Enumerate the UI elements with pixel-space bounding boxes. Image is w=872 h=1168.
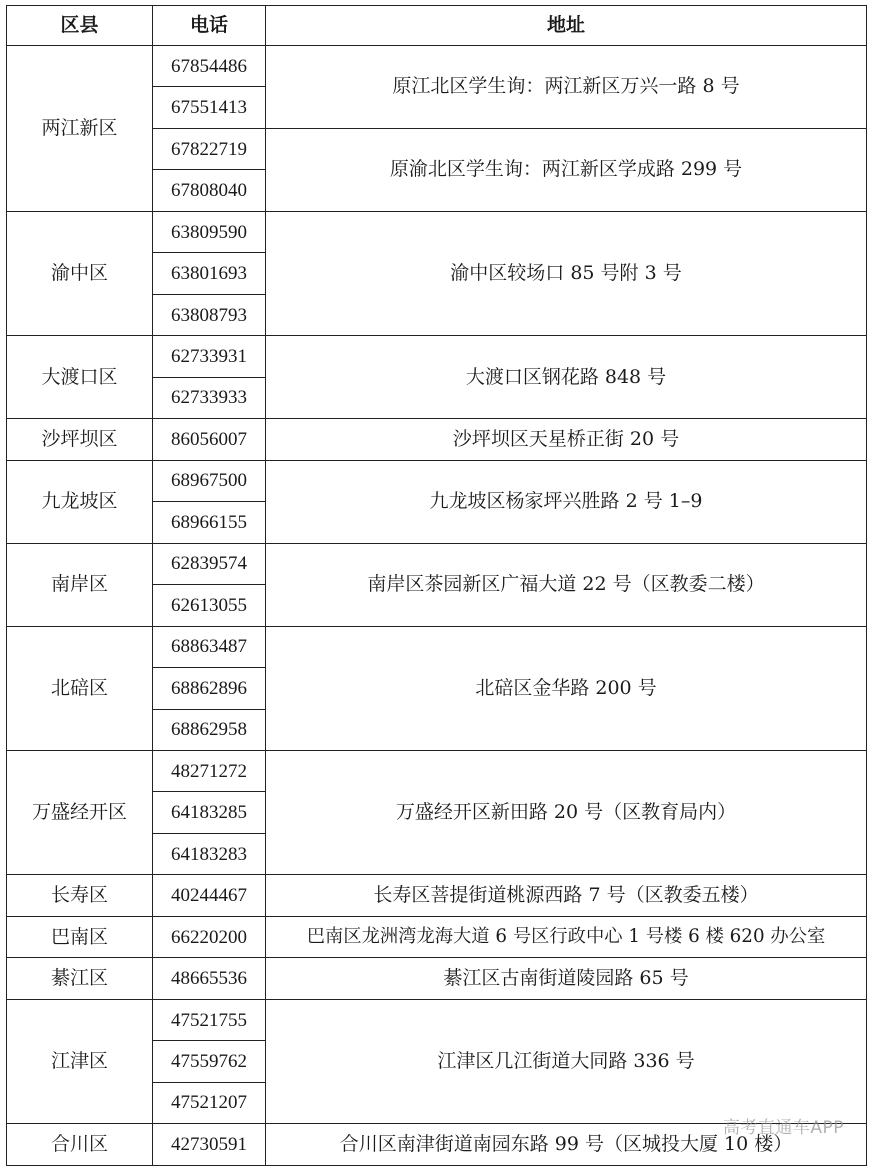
table-row (7, 916, 867, 957)
phone-cell: 62839574 (153, 543, 266, 584)
address-cell: 原渝北区学生询：两江新区学成路 299 号 (266, 128, 867, 211)
phone-cell: 86056007 (153, 419, 266, 460)
contact-table-container (6, 5, 866, 1165)
district-name-cell: 江津区 (7, 999, 153, 1123)
phone-cell: 63808793 (153, 294, 266, 335)
phone-cell: 64183285 (153, 792, 266, 833)
header-district: 区县 (7, 6, 153, 46)
phone-cell: 47559762 (153, 1041, 266, 1082)
phone-cell: 68862958 (153, 709, 266, 750)
phone-cell: 67808040 (153, 170, 266, 211)
table-row (7, 460, 867, 501)
phone-cell: 68862896 (153, 668, 266, 709)
district-name-cell: 沙坪坝区 (7, 419, 153, 460)
phone-cell: 63809590 (153, 211, 266, 252)
watermark-text: 高考直通车APP (722, 1118, 844, 1138)
table-row (7, 419, 867, 460)
table-row (7, 46, 867, 87)
table-row (7, 543, 867, 584)
phone-cell: 62733933 (153, 377, 266, 418)
phone-cell: 67551413 (153, 87, 266, 128)
table-row (7, 875, 867, 916)
header-phone: 电话 (153, 6, 266, 46)
table-body (7, 46, 867, 1166)
address-cell: 万盛经开区新田路 20 号（区教育局内） (266, 750, 867, 874)
address-cell: 渝中区较场口 85 号附 3 号 (266, 211, 867, 335)
phone-cell: 68967500 (153, 460, 266, 501)
table-row (7, 336, 867, 377)
address-cell: 长寿区菩提街道桃源西路 7 号（区教委五楼） (266, 875, 867, 916)
district-name-cell: 九龙坡区 (7, 460, 153, 543)
address-cell: 綦江区古南街道陵园路 65 号 (266, 958, 867, 999)
phone-cell: 68966155 (153, 502, 266, 543)
table-row (7, 1124, 867, 1165)
phone-cell: 62613055 (153, 585, 266, 626)
phone-cell: 64183283 (153, 833, 266, 874)
address-cell: 江津区几江街道大同路 336 号 (266, 999, 867, 1123)
table-row (7, 750, 867, 791)
address-cell: 南岸区茶园新区广福大道 22 号（区教委二楼） (266, 543, 867, 626)
address-cell: 九龙坡区杨家坪兴胜路 2 号 1–9 (266, 460, 867, 543)
phone-cell: 47521207 (153, 1082, 266, 1123)
district-name-cell: 南岸区 (7, 543, 153, 626)
phone-cell: 67854486 (153, 46, 266, 87)
table-row (7, 211, 867, 252)
address-cell: 合川区南津街道南园东路 99 号（区城投大厦 10 楼） (266, 1124, 867, 1165)
phone-cell: 63801693 (153, 253, 266, 294)
contact-table (6, 5, 867, 1166)
address-cell: 原江北区学生询：两江新区万兴一路 8 号 (266, 46, 867, 129)
district-name-cell: 大渡口区 (7, 336, 153, 419)
address-cell: 巴南区龙洲湾龙海大道 6 号区行政中心 1 号楼 6 楼 620 办公室 (266, 916, 867, 957)
phone-cell: 42730591 (153, 1124, 266, 1165)
district-name-cell: 合川区 (7, 1124, 153, 1165)
table-row (7, 626, 867, 667)
district-name-cell: 北碚区 (7, 626, 153, 750)
header-address: 地址 (266, 6, 867, 46)
phone-cell: 40244467 (153, 875, 266, 916)
district-name-cell: 两江新区 (7, 46, 153, 212)
district-name-cell: 綦江区 (7, 958, 153, 999)
phone-cell: 48271272 (153, 750, 266, 791)
district-name-cell: 巴南区 (7, 916, 153, 957)
table-row (7, 958, 867, 999)
phone-cell: 68863487 (153, 626, 266, 667)
district-name-cell: 渝中区 (7, 211, 153, 335)
phone-cell: 62733931 (153, 336, 266, 377)
address-cell: 大渡口区钢花路 848 号 (266, 336, 867, 419)
phone-cell: 67822719 (153, 128, 266, 169)
address-cell: 沙坪坝区天星桥正街 20 号 (266, 419, 867, 460)
phone-cell: 48665536 (153, 958, 266, 999)
phone-cell: 47521755 (153, 999, 266, 1040)
district-name-cell: 长寿区 (7, 875, 153, 916)
address-cell: 北碚区金华路 200 号 (266, 626, 867, 750)
table-row (7, 999, 867, 1040)
district-name-cell: 万盛经开区 (7, 750, 153, 874)
phone-cell: 66220200 (153, 916, 266, 957)
table-header-row (7, 6, 867, 46)
